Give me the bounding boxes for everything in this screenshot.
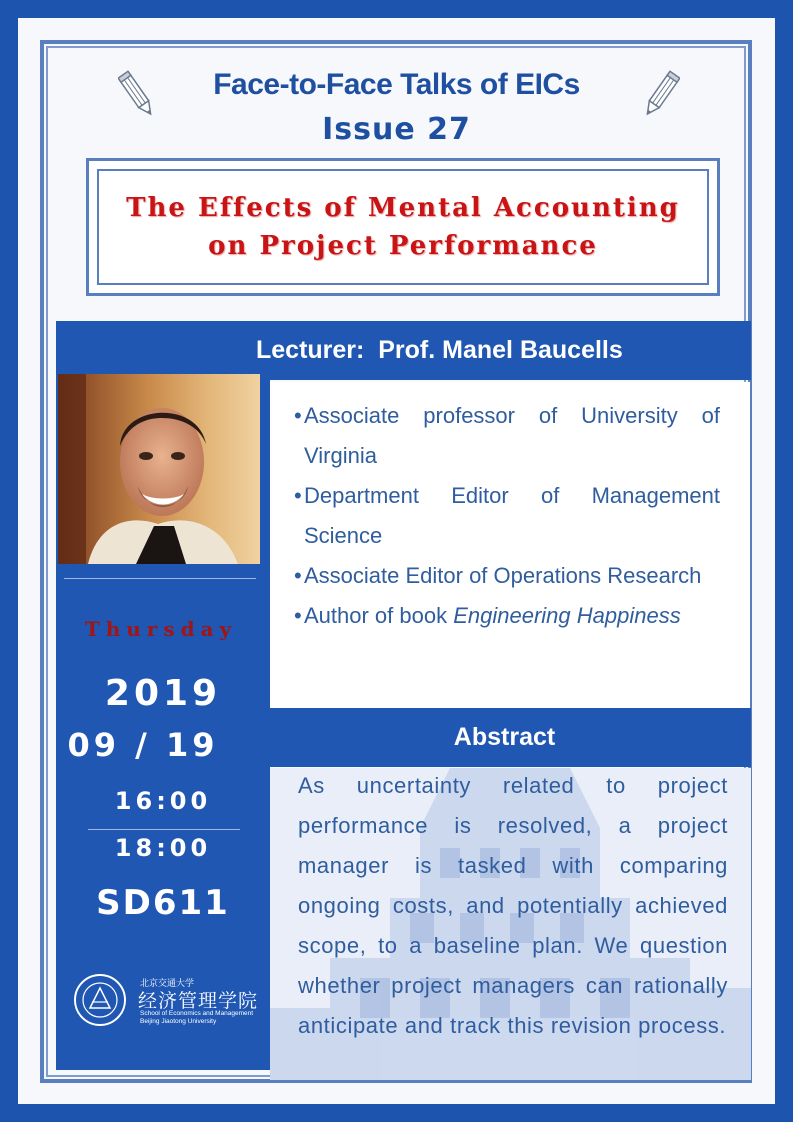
logo-university-en: Beijing Jiaotong University — [140, 1018, 217, 1025]
abstract-bar — [270, 708, 751, 767]
book-title: Engineering Happiness — [453, 603, 681, 628]
event-year: 2019 — [104, 673, 222, 714]
end-time: 18:00 — [114, 834, 212, 862]
lecturer-name: Lecturer: Prof. Manel Baucells — [256, 336, 623, 364]
talk-title-line2: on Project Performance — [208, 231, 598, 261]
lecturer-bio — [270, 382, 750, 708]
bio-item: • Author of book Engineering Happiness — [294, 596, 720, 636]
series-title: Face-to-Face Talks of EICs — [213, 68, 580, 101]
school-logo — [70, 972, 260, 1028]
bullet: • — [294, 483, 302, 508]
talk-title-box — [86, 158, 720, 296]
school-seal-icon — [70, 972, 130, 1028]
event-room: SD611 — [96, 883, 230, 923]
start-time: 16:00 — [114, 787, 212, 815]
abstract-body: As uncertainty related to project performance is resolved, a project manager is tasked with comparing ongoing costs, and potentially achieved scope, to a baseline plan. We question whether project managers can rationally anticipate and track this revision process. — [298, 773, 728, 1038]
talk-title — [89, 189, 717, 265]
logo-school-en: School of Economics and Management — [140, 1010, 254, 1017]
abstract-heading: Abstract — [453, 723, 556, 751]
bio-item: • Associate professor of University of Virginia — [294, 396, 720, 476]
bio-item: • Associate Editor of Operations Research — [294, 556, 720, 596]
bullet: • — [294, 603, 302, 628]
lecturer-bar — [56, 321, 751, 380]
lecturer-photo — [58, 374, 260, 564]
weekday: Thursday — [84, 617, 238, 641]
abstract-panel — [270, 768, 751, 1080]
bio-item: • Department Editor of Management Science — [294, 476, 720, 556]
time-divider — [88, 829, 240, 830]
issue-number: Issue 27 — [322, 112, 471, 147]
schedule-divider — [64, 578, 256, 579]
logo-school-cn: 经济管理学院 — [138, 990, 259, 1012]
bullet: • — [294, 403, 302, 428]
bullet: • — [294, 563, 302, 588]
event-date: 09 / 19 — [67, 726, 219, 764]
talk-title-line1: The Effects of Mental Accounting — [126, 193, 680, 223]
bio-list — [294, 396, 720, 636]
logo-university-cn: 北京交通大学 — [140, 978, 195, 988]
